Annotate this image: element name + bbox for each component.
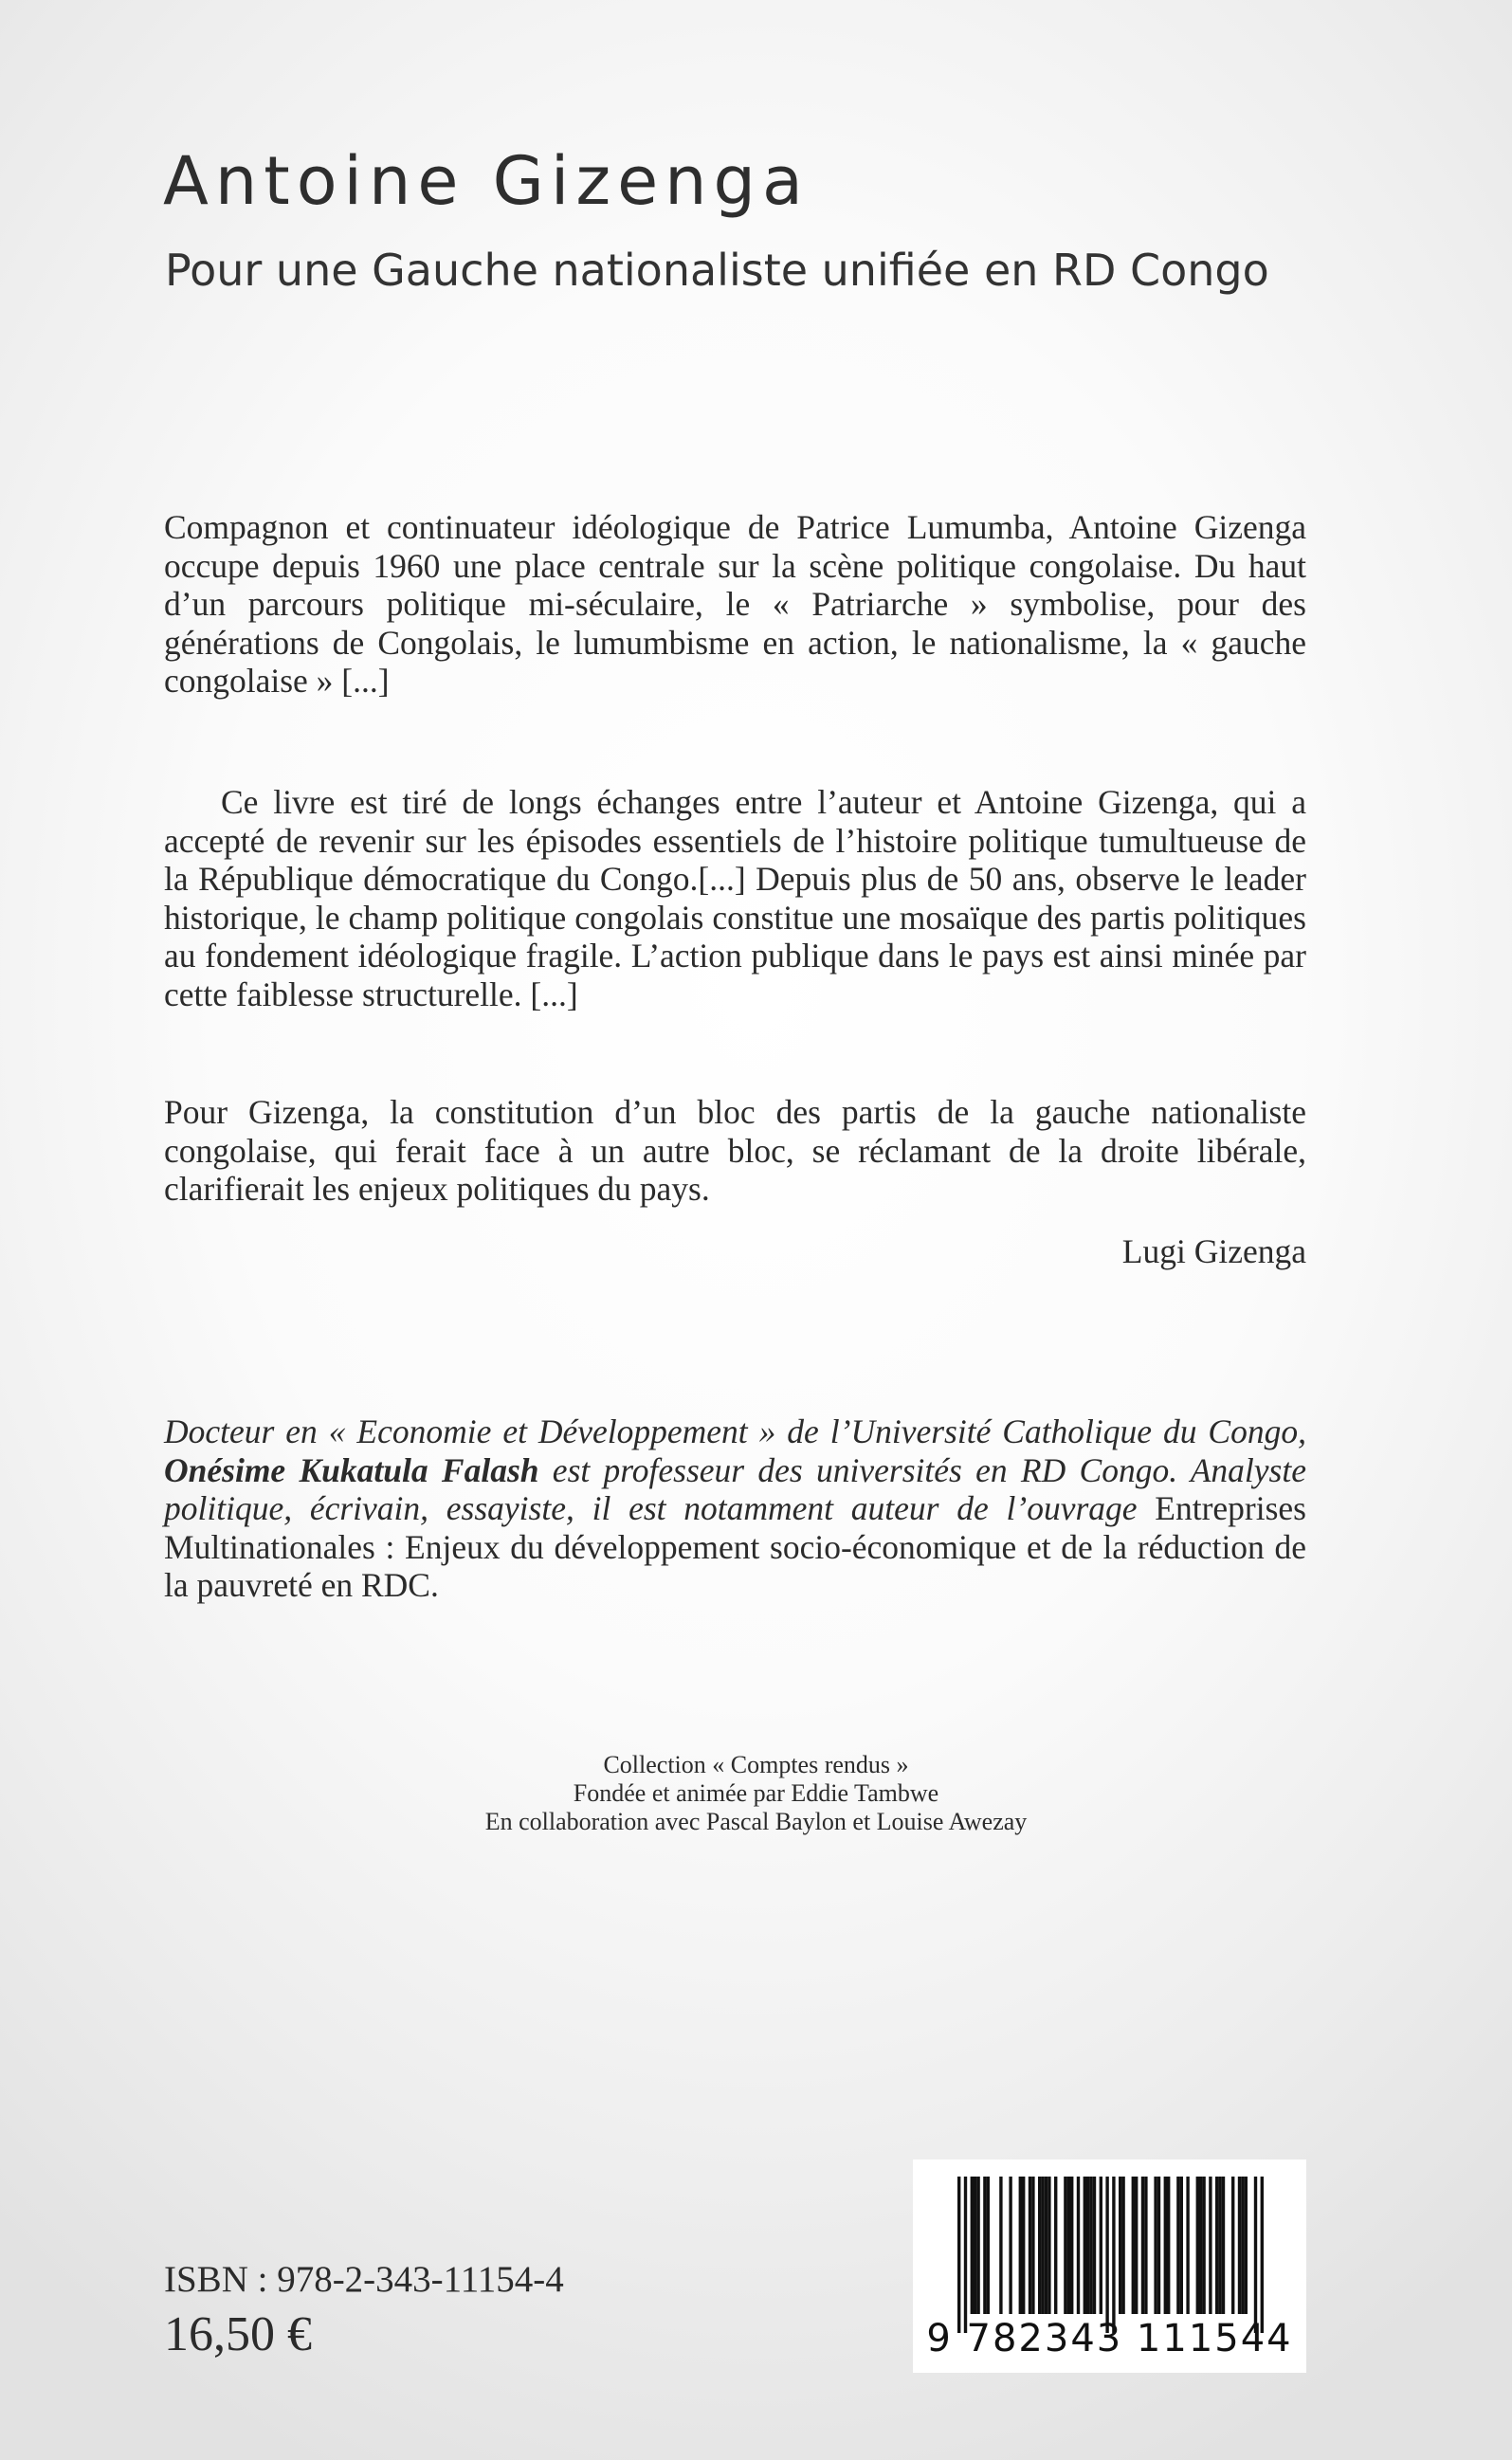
barcode-bar — [1084, 2177, 1086, 2314]
collection-founder: Fondée et animée par Eddie Tambwe — [573, 1779, 939, 1807]
barcode — [913, 2159, 1306, 2373]
blurb-signature: Lugi Gizenga — [1121, 1232, 1306, 1270]
barcode-bar — [971, 2177, 974, 2314]
barcode-bar — [1238, 2177, 1241, 2314]
barcode-bar — [1089, 2177, 1092, 2314]
barcode-bar — [1202, 2177, 1205, 2314]
barcode-bar — [1038, 2177, 1041, 2314]
barcode-bar — [1199, 2177, 1202, 2314]
collection-collaborators: En collaboration avec Pascal Baylon et Louise Awezay — [484, 1808, 1028, 1835]
barcode-bar — [1067, 2177, 1070, 2314]
barcode-bar — [1047, 2177, 1050, 2314]
barcode-bar — [1022, 2177, 1025, 2314]
barcode-bar — [1231, 2177, 1234, 2314]
barcode-bar — [1245, 2177, 1248, 2314]
barcode-bar — [1070, 2177, 1073, 2314]
barcode-bar — [1054, 2177, 1057, 2314]
barcode-bar — [1196, 2177, 1199, 2314]
author-bio-intro: Docteur en « Economie et Développement » de l’Université Catholique du Congo, — [164, 1412, 1306, 1450]
isbn: ISBN : 978-2-343-11154-4 — [164, 2259, 564, 2300]
book-title: Antoine Gizenga — [163, 142, 810, 220]
collection-name: Collection « Comptes rendus » — [603, 1751, 909, 1778]
barcode-bar — [1045, 2177, 1047, 2314]
barcode-bar — [1254, 2177, 1257, 2333]
barcode-bar — [1176, 2177, 1179, 2314]
collection-info — [0, 1751, 1512, 1836]
barcode-bar — [964, 2177, 967, 2333]
barcode-bar — [1100, 2177, 1102, 2314]
barcode-bar — [1222, 2177, 1225, 2314]
barcode-bar — [1041, 2177, 1044, 2314]
barcode-bar — [1141, 2177, 1144, 2314]
blurb-paragraph-3: Pour Gizenga, la constitution d’un bloc des partis de la gauche nationaliste congolaise, qui ferait face à un autre bloc, se réclamant de la droite libérale, clarifierait les enjeux politiques du pays. — [164, 1093, 1306, 1208]
barcode-bar — [1031, 2177, 1034, 2314]
barcode-bar — [1029, 2177, 1031, 2314]
barcode-bar — [957, 2177, 960, 2333]
blurb-paragraph-2: Ce livre est tiré de longs échanges entre l’auteur et Antoine Gizenga, qui a accepté de revenir sur les épisodes essentiels de l’histoire politique tumultueuse de la République démocratique du Congo.[...] Depuis plus de 50 ans, observe le leader historique, le champ politique congolais constitue une mosaïque des partis politiques au fondement idéologique fragile. L’action publique dans le pays est ainsi minée par cette faiblesse structurelle. [...] — [164, 783, 1306, 1013]
barcode-bar — [1261, 2177, 1264, 2333]
barcode-bar — [999, 2177, 1002, 2314]
barcode-bar — [1209, 2177, 1211, 2314]
barcode-bar — [1144, 2177, 1147, 2314]
barcode-bar — [1019, 2177, 1022, 2314]
author-name: Onésime Kukatula Falash — [164, 1450, 539, 1489]
barcode-bar — [1241, 2177, 1244, 2314]
barcode-bar — [1119, 2177, 1121, 2314]
barcode-bar — [1105, 2177, 1108, 2333]
barcode-bar — [1009, 2177, 1011, 2314]
barcode-bar — [1086, 2177, 1089, 2314]
barcode-bar — [1093, 2177, 1096, 2314]
author-book-reference: Entreprises Multinationales : Enjeux du développement socio-économique et de la réduction de la pauvreté en RDC. — [164, 1489, 1306, 1604]
barcode-bar — [983, 2177, 986, 2314]
barcode-bar — [1186, 2177, 1189, 2314]
book-subtitle: Pour une Gauche nationaliste unifiée en RD Congo — [165, 245, 1269, 296]
barcode-bar — [974, 2177, 976, 2314]
barcode-bar — [1157, 2177, 1160, 2314]
author-bio-details: est professeur des universités en RD Congo. Analyste politique, écrivain, essayiste, il est notamment auteur de l’ouvrage — [164, 1450, 1306, 1527]
barcode-bar — [1167, 2177, 1170, 2314]
barcode-bar — [1180, 2177, 1183, 2314]
author-bio — [164, 1412, 1306, 1605]
barcode-bar — [976, 2177, 979, 2314]
barcode-bar — [1218, 2177, 1221, 2314]
price: 16,50 € — [164, 2307, 312, 2361]
barcode-bar — [987, 2177, 990, 2314]
barcode-bar — [1064, 2177, 1066, 2314]
barcode-bar — [1112, 2177, 1115, 2333]
barcode-bar — [1215, 2177, 1218, 2314]
barcode-bar — [1154, 2177, 1157, 2314]
barcode-bar — [1132, 2177, 1135, 2314]
barcode-bar — [1164, 2177, 1167, 2314]
barcode-digits: 9 782343 111544 — [926, 2317, 1293, 2360]
barcode-bar — [1121, 2177, 1124, 2314]
blurb-paragraph-1: Compagnon et continuateur idéologique de Patrice Lumumba, Antoine Gizenga occupe depuis 1960 une place centrale sur la scène politique congolaise. Du haut d’un parcours politique mi-séculaire, le « Patriarche » symbolise, pour des générations de Congolais, le lumumbisme en action, le nationalisme, la « gauche congolaise » [...] — [164, 508, 1306, 700]
barcode-bar — [1077, 2177, 1080, 2314]
barcode-bar — [1135, 2177, 1138, 2314]
